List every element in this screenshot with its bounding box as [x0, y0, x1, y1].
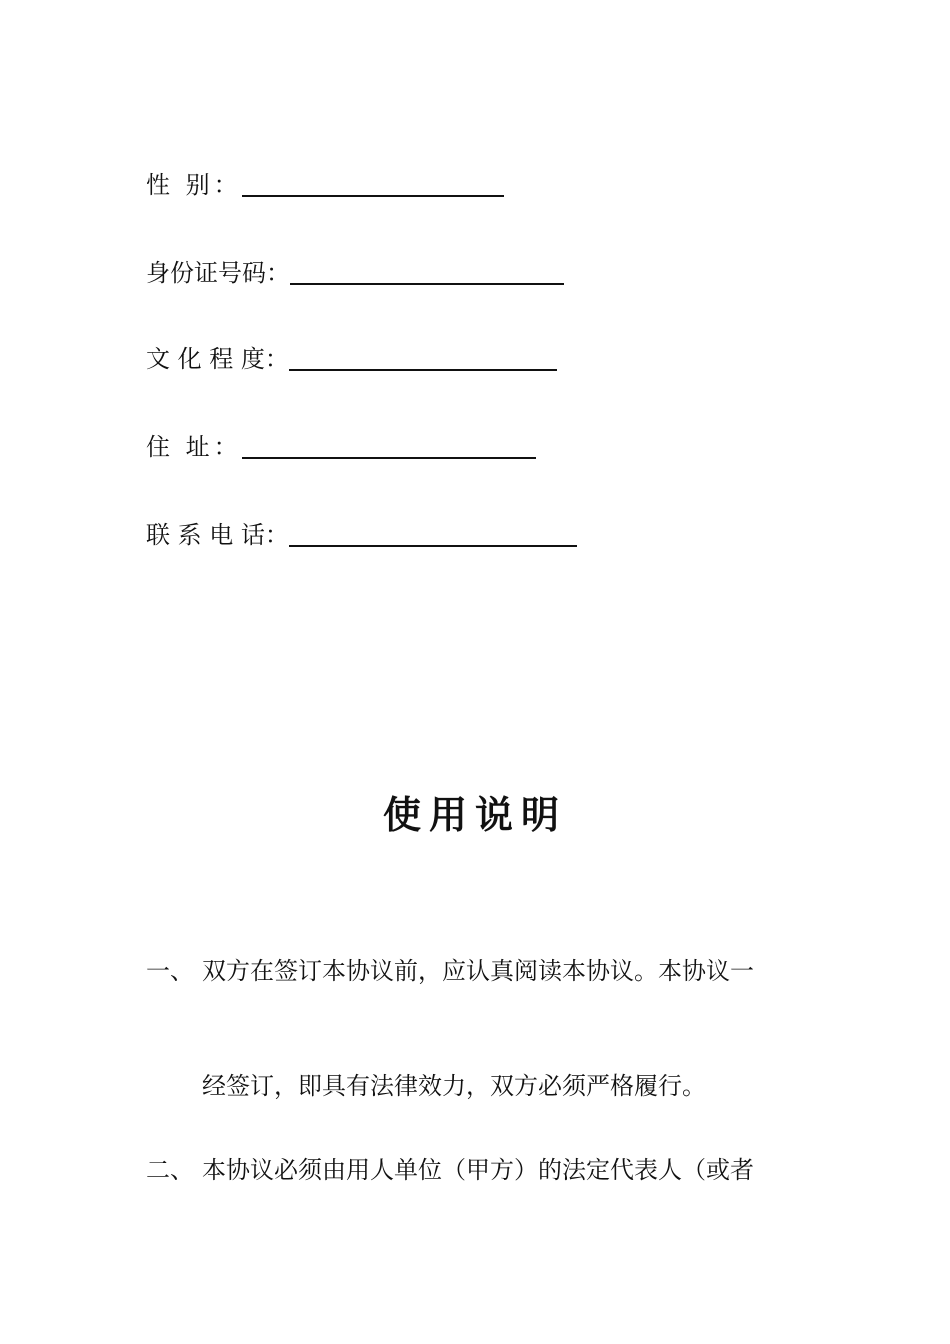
item-2-number: 二、 [146, 1156, 194, 1184]
gender-label: 性 别： [146, 171, 242, 199]
id-number-blank-line[interactable] [290, 257, 564, 285]
id-number-field [146, 248, 564, 288]
instructions-title: 使用说明 [382, 792, 567, 837]
item-1-line-2: 经签订，即具有法律效力，双方必须严格履行。 [202, 1072, 706, 1100]
education-field [146, 334, 557, 374]
gender-blank-line[interactable] [242, 169, 504, 197]
address-label: 住 址： [146, 433, 242, 461]
item-1-number: 一、 [146, 957, 194, 985]
education-label: 文 化 程 度： [146, 345, 289, 373]
address-field [146, 422, 536, 462]
id-number-label: 身份证号码： [146, 259, 290, 287]
item-2-line-1: 本协议必须由用人单位（甲方）的法定代表人（或者 [202, 1156, 754, 1184]
item-1-line-1: 双方在签订本协议前，应认真阅读本协议。本协议一 [202, 957, 754, 985]
phone-label: 联 系 电 话： [146, 521, 289, 549]
address-blank-line[interactable] [242, 431, 536, 459]
gender-field [146, 160, 504, 200]
phone-blank-line[interactable] [289, 519, 577, 547]
phone-field [146, 510, 577, 550]
education-blank-line[interactable] [289, 343, 557, 371]
